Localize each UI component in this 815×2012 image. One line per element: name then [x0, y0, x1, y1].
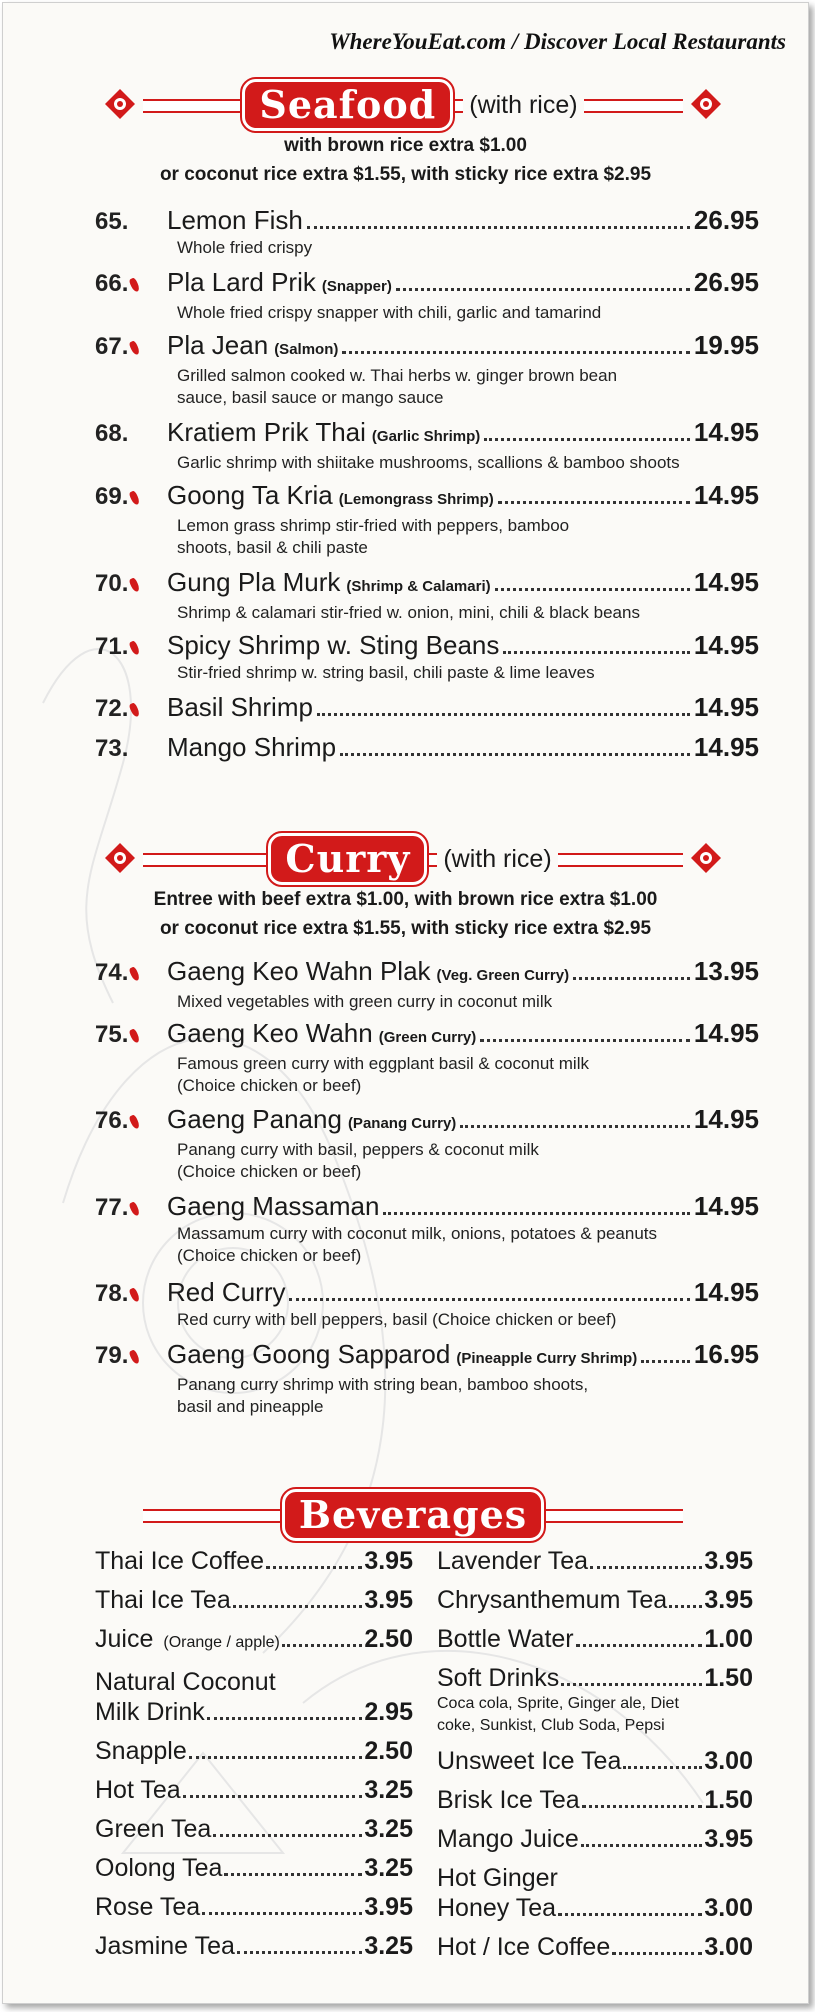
item-number: 70.: [95, 569, 167, 599]
item-number: 71.: [95, 632, 167, 662]
item-subtitle: (Shrimp & Calamari): [346, 578, 491, 595]
item-price: 14.95: [693, 1018, 759, 1048]
beverage-row: [437, 1785, 753, 1815]
note-line: or coconut rice extra $1.55, with sticky rice extra $2.95: [159, 164, 652, 185]
item-name: Gaeng Goong Sapparod: [167, 1339, 451, 1369]
dot-leader: [669, 1605, 702, 1608]
dot-leader: [317, 713, 690, 716]
beverage-name: Rose Tea: [95, 1893, 201, 1921]
beverage-item: [95, 1892, 413, 1922]
menu-item: [95, 417, 759, 474]
curry-note: [63, 885, 748, 943]
item-price: 14.95: [693, 692, 759, 722]
dot-leader: [460, 1125, 690, 1128]
dot-leader: [498, 501, 690, 504]
menu-item-row: [95, 1104, 759, 1139]
item-name: Basil Shrimp: [167, 692, 313, 722]
beverage-item: [437, 1824, 753, 1854]
beverage-name: Bottle Water: [437, 1625, 574, 1653]
seafood-note: [63, 131, 748, 189]
item-name: Goong Ta Kria: [167, 480, 333, 510]
dot-leader: [612, 1952, 702, 1955]
item-description: Lemon grass shrimp stir-fried with peppers, bamboo shoots, basil & chili paste: [177, 516, 570, 557]
beverage-name: Hot Ginger: [437, 1864, 558, 1892]
item-price: 26.95: [693, 267, 759, 297]
item-number: 66.: [95, 269, 167, 299]
section-title: Curry: [268, 833, 427, 885]
dot-leader: [237, 1951, 362, 1954]
menu-item-row: [95, 692, 759, 724]
beverage-name: Snapple: [95, 1737, 187, 1765]
menu-item-row: [95, 205, 759, 237]
chili-pepper-icon: [129, 966, 141, 982]
menu-item: [95, 567, 759, 624]
item-price: 13.95: [693, 956, 759, 986]
beverage-row: [95, 1775, 413, 1805]
beverage-row: [95, 1814, 413, 1844]
chili-pepper-icon: [129, 577, 141, 593]
item-name: Gaeng Keo Wahn Plak: [167, 956, 431, 986]
item-description: Panang curry shrimp with string bean, bamboo shoots, basil and pineapple: [177, 1375, 589, 1416]
beverage-name: Unsweet Ice Tea: [437, 1747, 622, 1775]
beverage-row: [95, 1546, 413, 1576]
dot-leader: [484, 438, 690, 441]
item-name: Spicy Shrimp w. Sting Beans: [167, 630, 500, 660]
beverage-name: Milk Drink: [95, 1698, 205, 1726]
dot-leader: [202, 1912, 362, 1915]
beverage-row: [95, 1853, 413, 1883]
beverage-item: [437, 1932, 753, 1962]
item-price: 16.95: [693, 1339, 759, 1369]
beverage-price: 3.95: [704, 1825, 753, 1853]
item-number: 69.: [95, 482, 167, 512]
beverage-item: [95, 1853, 413, 1883]
note-line: or coconut rice extra $1.55, with sticky rice extra $2.95: [159, 918, 652, 939]
menu-item-row: [95, 956, 759, 991]
dot-leader: [207, 1717, 363, 1720]
item-name: Gaeng Massaman: [167, 1191, 380, 1221]
menu-item: [95, 267, 759, 324]
chili-pepper-icon: [129, 1287, 141, 1303]
beverage-row: [437, 1824, 753, 1854]
dot-leader: [558, 1913, 702, 1916]
item-subtitle: (Panang Curry): [347, 1115, 457, 1132]
item-number: 77.: [95, 1193, 167, 1223]
beverage-price: 3.25: [364, 1815, 413, 1843]
dot-leader: [189, 1756, 363, 1759]
beverage-row: [437, 1893, 753, 1923]
beverage-price: 3.25: [364, 1854, 413, 1882]
item-description: Shrimp & calamari stir-fried w. onion, mini, chili & black beans: [177, 603, 640, 622]
item-number: 78.: [95, 1279, 167, 1309]
dot-leader: [623, 1766, 702, 1769]
beverage-item: [95, 1624, 413, 1658]
item-name: Gaeng Panang: [167, 1104, 342, 1134]
menu-item: [95, 205, 759, 259]
dot-leader: [582, 1805, 703, 1808]
menu-item-row: [95, 1277, 759, 1309]
beverage-row: [437, 1663, 753, 1693]
beverage-row: [437, 1746, 753, 1776]
dot-leader: [590, 1566, 702, 1569]
item-description: Whole fried crispy snapper with chili, garlic and tamarind: [177, 303, 602, 322]
item-price: 14.95: [693, 417, 759, 447]
beverage-row: [437, 1585, 753, 1615]
item-price: 26.95: [693, 205, 759, 235]
item-description: Mixed vegetables with green curry in coconut milk: [177, 992, 553, 1011]
dot-leader: [307, 226, 690, 229]
beverage-name: Oolong Tea: [95, 1854, 223, 1882]
beverage-name: Hot Tea: [95, 1776, 181, 1804]
menu-item: [95, 1277, 759, 1331]
menu-item: [95, 1191, 759, 1267]
beverage-name: Soft Drinks: [437, 1664, 560, 1692]
section-title: Beverages: [282, 1489, 544, 1541]
beverage-name: Thai Ice Tea: [95, 1586, 231, 1614]
item-number: 73.: [95, 735, 129, 762]
section-subtitle: (with rice): [437, 845, 557, 874]
section-title: Seafood: [242, 79, 453, 131]
beverage-price: 3.00: [704, 1933, 753, 1961]
item-name: Kratiem Prik Thai: [167, 417, 366, 447]
dot-leader: [396, 288, 690, 291]
beverage-item: [437, 1863, 753, 1923]
dot-leader: [576, 1644, 703, 1647]
chili-pepper-icon: [129, 277, 141, 293]
item-subtitle: (Garlic Shrimp): [371, 428, 481, 445]
item-price: 14.95: [693, 567, 759, 597]
curry-banner: [103, 833, 723, 883]
item-price: 14.95: [693, 732, 759, 762]
beverage-item: [437, 1785, 753, 1815]
menu-item-row: [95, 330, 759, 365]
dot-leader: [183, 1795, 363, 1798]
beverage-name: Juice: [95, 1625, 154, 1653]
item-subtitle: (Salmon): [274, 341, 339, 358]
beverages-banner: [103, 1489, 723, 1539]
dot-leader: [213, 1834, 362, 1837]
chili-pepper-icon: [129, 1201, 141, 1217]
beverage-row: [437, 1624, 753, 1654]
beverage-name: Mango Juice: [437, 1825, 579, 1853]
dot-leader: [340, 753, 690, 756]
seafood-banner: [103, 79, 723, 129]
beverage-row: [437, 1932, 753, 1962]
item-description: Red curry with bell peppers, basil (Choice chicken or beef): [177, 1310, 617, 1329]
item-price: 14.95: [693, 630, 759, 660]
dot-leader: [561, 1683, 702, 1686]
beverage-item: [95, 1736, 413, 1766]
beverage-row: [95, 1892, 413, 1922]
dot-leader: [503, 651, 690, 654]
beverage-name: Lavender Tea: [437, 1547, 589, 1575]
beverage-price: 2.50: [364, 1737, 413, 1765]
chili-pepper-icon: [129, 490, 141, 506]
dot-leader: [224, 1873, 362, 1876]
menu-item-row: [95, 267, 759, 302]
beverage-name: Hot / Ice Coffee: [437, 1933, 611, 1961]
note-line: with brown rice extra $1.00: [284, 135, 527, 156]
menu-item: [95, 330, 759, 409]
beverage-item: [95, 1546, 413, 1576]
item-number: 79.: [95, 1341, 167, 1371]
beverage-price: 3.95: [364, 1893, 413, 1921]
item-subtitle: (Pineapple Curry Shrimp): [456, 1350, 638, 1367]
item-subtitle: (Green Curry): [378, 1029, 477, 1046]
item-name: Mango Shrimp: [167, 732, 337, 762]
beverage-item: [437, 1663, 753, 1737]
item-subtitle: (Lemongrass Shrimp): [338, 491, 494, 508]
chili-pepper-icon: [129, 1114, 141, 1130]
item-price: 14.95: [693, 1277, 759, 1307]
menu-item: [95, 692, 759, 724]
beverage-item: [437, 1746, 753, 1776]
beverage-price: 3.25: [364, 1932, 413, 1960]
item-name: Gaeng Keo Wahn: [167, 1018, 373, 1048]
menu-item-row: [95, 417, 759, 452]
menu-item: [95, 1104, 759, 1183]
beverage-row: [95, 1697, 413, 1727]
menu-item: [95, 630, 759, 684]
beverage-row: [95, 1736, 413, 1766]
beverage-price: 3.95: [704, 1586, 753, 1614]
item-price: 19.95: [693, 330, 759, 360]
beverage-item: [95, 1585, 413, 1615]
beverage-price: 3.25: [364, 1776, 413, 1804]
beverage-item: [95, 1931, 413, 1961]
dot-leader: [641, 1360, 690, 1363]
beverage-price: 2.50: [364, 1625, 413, 1653]
beverage-note: (Orange / apple): [163, 1634, 280, 1651]
item-subtitle: (Snapper): [321, 278, 392, 295]
menu-item-row: [95, 1018, 759, 1053]
beverage-price: 2.95: [364, 1698, 413, 1726]
beverage-name: Honey Tea: [437, 1894, 557, 1922]
item-description: Panang curry with basil, peppers & coconut milk (Choice chicken or beef): [177, 1140, 539, 1181]
menu-item-row: [95, 480, 759, 515]
menu-item: [95, 1339, 759, 1418]
item-name: Lemon Fish: [167, 205, 303, 235]
section-subtitle: (with rice): [463, 91, 583, 120]
beverage-price: 3.95: [364, 1547, 413, 1575]
item-price: 14.95: [693, 480, 759, 510]
beverages-left-column: [95, 1546, 413, 1970]
item-name: Pla Lard Prik: [167, 267, 316, 297]
dot-leader: [233, 1605, 363, 1608]
beverage-price: 1.50: [704, 1786, 753, 1814]
menu-item: [95, 956, 759, 1013]
beverage-item: [437, 1585, 753, 1615]
beverage-price: 3.00: [704, 1894, 753, 1922]
item-description: Whole fried crispy: [177, 238, 313, 257]
item-description: Stir-fried shrimp w. string basil, chili paste & lime leaves: [177, 663, 595, 682]
menu-item: [95, 480, 759, 559]
dot-leader: [495, 588, 690, 591]
beverage-name: Green Tea: [95, 1815, 212, 1843]
item-description: Massamum curry with coconut milk, onions, potatoes & peanuts (Choice chicken or beef): [177, 1224, 657, 1265]
beverage-name: Chrysanthemum Tea: [437, 1586, 668, 1614]
beverage-name: Natural Coconut: [95, 1668, 276, 1696]
beverage-price: 1.50: [704, 1664, 753, 1692]
item-number: 68.: [95, 420, 129, 447]
dot-leader: [480, 1039, 690, 1042]
item-number: 76.: [95, 1106, 167, 1136]
chili-pepper-icon: [129, 340, 141, 356]
beverage-price: 1.00: [704, 1625, 753, 1653]
chili-pepper-icon: [129, 640, 141, 656]
item-description: Famous green curry with eggplant basil & coconut milk (Choice chicken or beef): [177, 1054, 589, 1095]
dot-leader: [342, 351, 690, 354]
item-number: 67.: [95, 332, 167, 362]
item-subtitle: (Veg. Green Curry): [436, 967, 570, 984]
dot-leader: [581, 1844, 703, 1847]
item-number: 65.: [95, 208, 129, 235]
dot-leader: [289, 1298, 689, 1301]
item-price: 14.95: [693, 1191, 759, 1221]
beverage-item: [95, 1814, 413, 1844]
chili-pepper-icon: [129, 702, 141, 718]
beverage-item: [437, 1546, 753, 1576]
menu-item-row: [95, 1191, 759, 1223]
beverage-item: [95, 1667, 413, 1727]
beverage-row: [95, 1585, 413, 1615]
dot-leader: [266, 1566, 362, 1569]
dot-leader: [573, 977, 690, 980]
beverage-row: [95, 1624, 413, 1658]
menu-item: [95, 732, 759, 764]
chili-pepper-icon: [129, 1028, 141, 1044]
item-name: Gung Pla Murk: [167, 567, 341, 597]
beverage-name: Thai Ice Coffee: [95, 1547, 265, 1575]
item-number: 74.: [95, 958, 167, 988]
beverage-item: [95, 1775, 413, 1805]
beverage-name: Jasmine Tea: [95, 1932, 235, 1960]
item-name: Red Curry: [167, 1277, 286, 1307]
menu-page: [2, 2, 809, 2004]
item-number: 72.: [95, 694, 167, 724]
item-price: 14.95: [693, 1104, 759, 1134]
beverage-price: 3.95: [704, 1547, 753, 1575]
menu-item-row: [95, 1339, 759, 1374]
menu-item-row: [95, 567, 759, 602]
beverage-row: [437, 1546, 753, 1576]
item-name: Pla Jean: [167, 330, 269, 360]
beverage-row: [95, 1931, 413, 1961]
note-line: Entree with beef extra $1.00, with brown rice extra $1.00: [153, 889, 658, 910]
beverages-right-column: [437, 1546, 753, 1971]
beverage-name: Brisk Ice Tea: [437, 1786, 580, 1814]
item-description: Garlic shrimp with shiitake mushrooms, scallions & bamboo shoots: [177, 453, 680, 472]
item-number: 75.: [95, 1020, 167, 1050]
beverage-description: Coca cola, Sprite, Ginger ale, Diet coke, Sunkist, Club Soda, Pepsi: [437, 1695, 679, 1734]
dot-leader: [383, 1212, 689, 1215]
beverage-price: 3.95: [364, 1586, 413, 1614]
beverage-price: 3.00: [704, 1747, 753, 1775]
dot-leader: [282, 1644, 362, 1647]
beverage-item: [437, 1624, 753, 1654]
item-description: Grilled salmon cooked w. Thai herbs w. ginger brown bean sauce, basil sauce or mango sauce: [177, 366, 618, 407]
menu-item-row: [95, 732, 759, 764]
menu-item-row: [95, 630, 759, 662]
menu-item: [95, 1018, 759, 1097]
site-title: WhereYouEat.com / Discover Local Restaurants: [329, 29, 786, 54]
chili-pepper-icon: [129, 1349, 141, 1365]
